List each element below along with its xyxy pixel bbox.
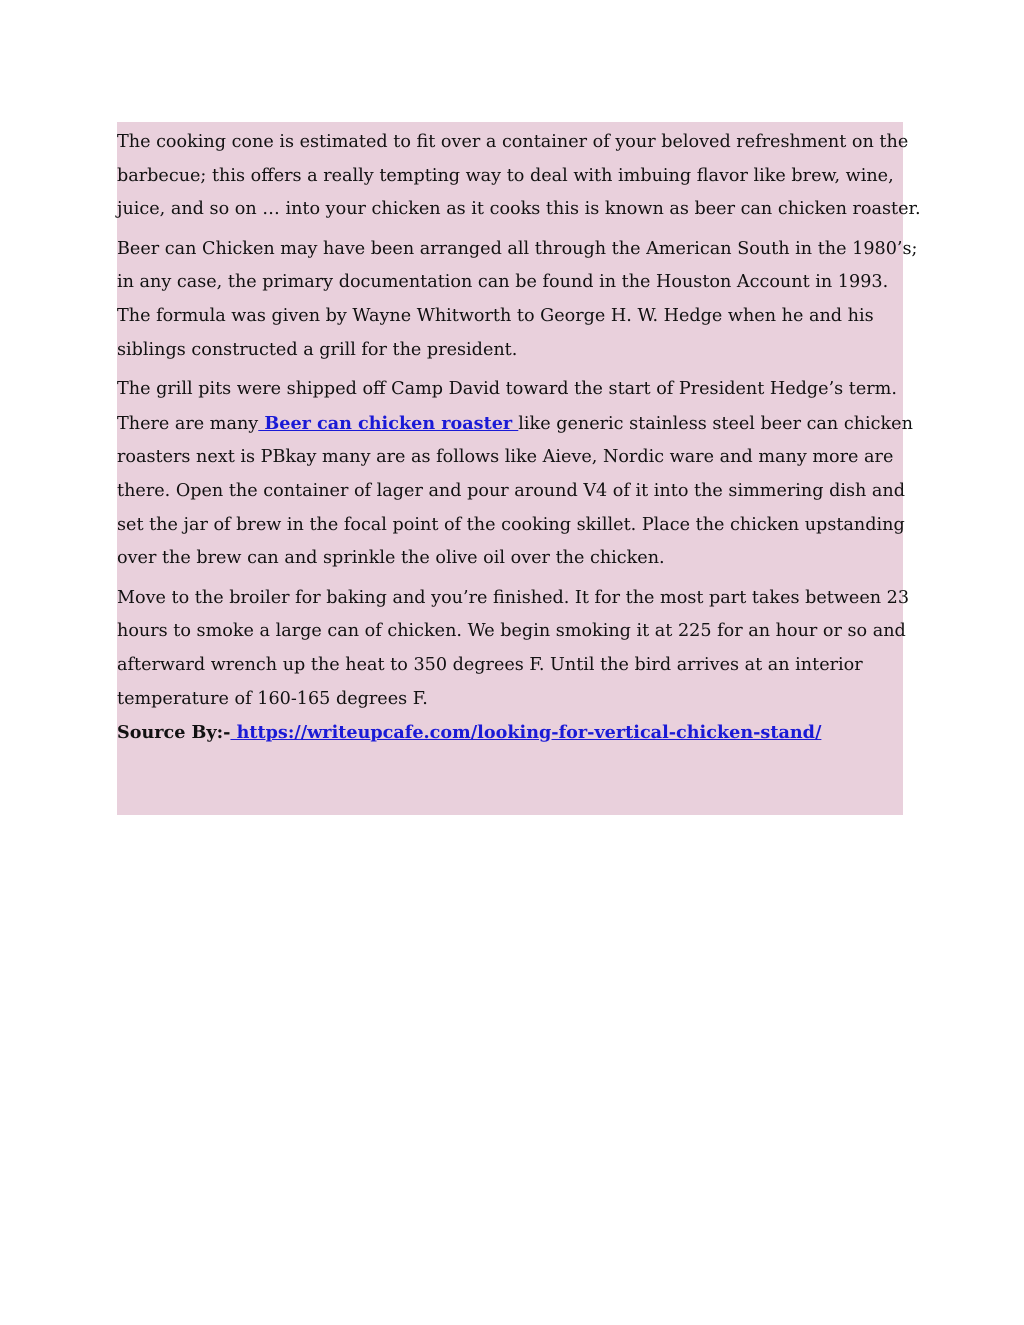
paragraph-history bbox=[117, 233, 918, 367]
text-fragment: There are many bbox=[117, 413, 259, 434]
text-line: Beer can Chicken may have been arranged all through the American South in the 1980’s; bbox=[117, 238, 918, 259]
text-line: The grill pits were shipped off Camp David toward the start of President Hedge’s term. bbox=[117, 379, 897, 400]
text-line: siblings constructed a grill for the president. bbox=[117, 339, 518, 360]
content-box bbox=[117, 122, 921, 815]
text-line: barbecue; this offers a really tempting way to deal with imbuing flavor like brew, wine, bbox=[117, 165, 894, 186]
paragraph-cooking-cone bbox=[117, 126, 921, 227]
text-line: The formula was given by Wayne Whitworth to George H. W. Hedge when he and his bbox=[117, 305, 874, 326]
text-line: hours to smoke a large can of chicken. We begin smoking it at 225 for an hour or so and bbox=[117, 621, 906, 642]
text-line: in any case, the primary documentation can be found in the Houston Account in 1993. bbox=[117, 272, 889, 293]
source-label: Source By:- bbox=[117, 722, 231, 744]
source-line bbox=[117, 716, 903, 750]
text-line: juice, and so on … into your chicken as it cooks this is known as beer can chicken roaster. bbox=[117, 199, 921, 220]
text-line: Move to the broiler for baking and you’re finished. It for the most part takes between 23 bbox=[117, 587, 910, 608]
text-line: there. Open the container of lager and pour around V4 of it into the simmering dish and bbox=[117, 480, 905, 501]
text-fragment: like generic stainless steel beer can chicken bbox=[518, 413, 913, 434]
text-line: over the brew can and sprinkle the olive oil over the chicken. bbox=[117, 548, 665, 569]
text-line: afterward wrench up the heat to 350 degrees F. Until the bird arrives at an interior bbox=[117, 654, 863, 675]
beer-can-chicken-roaster-link[interactable]: Beer can chicken roaster bbox=[258, 412, 519, 434]
text-line: The cooking cone is estimated to fit over a container of your beloved refreshment on the bbox=[117, 132, 909, 152]
source-url-link[interactable]: https://writeupcafe.com/looking-for-vertical-chicken-stand/ bbox=[230, 722, 822, 744]
paragraph-broiler bbox=[117, 582, 910, 716]
paragraph-grill-pits bbox=[117, 373, 913, 576]
text-line: temperature of 160-165 degrees F. bbox=[117, 688, 428, 709]
text-line: roasters next is PBkay many are as follows like Aieve, Nordic ware and many more are bbox=[117, 447, 894, 468]
text-line-with-link bbox=[117, 407, 913, 442]
text-line: set the jar of brew in the focal point of the cooking skillet. Place the chicken upstanding bbox=[117, 514, 905, 535]
